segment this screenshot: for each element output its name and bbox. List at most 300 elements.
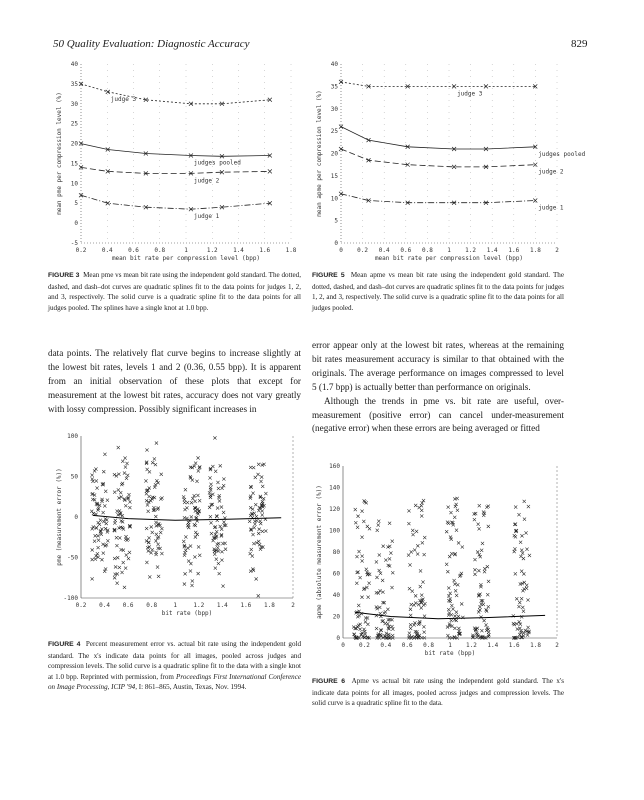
data-point bbox=[115, 536, 118, 539]
data-point bbox=[91, 558, 94, 561]
data-point bbox=[455, 529, 458, 532]
data-point bbox=[123, 586, 126, 589]
data-point bbox=[128, 500, 131, 503]
data-point bbox=[208, 506, 211, 509]
data-point bbox=[183, 554, 186, 557]
data-point bbox=[215, 558, 218, 561]
data-point bbox=[478, 527, 481, 530]
data-point bbox=[423, 615, 426, 618]
data-point bbox=[456, 497, 459, 500]
running-header: 50 Quality Evaluation: Diagnostic Accuracy bbox=[53, 38, 250, 50]
data-point bbox=[453, 583, 456, 586]
data-point bbox=[113, 576, 116, 579]
data-point bbox=[517, 605, 520, 608]
data-point bbox=[514, 572, 517, 575]
data-point bbox=[257, 463, 260, 466]
data-point bbox=[533, 198, 537, 202]
data-point bbox=[151, 461, 154, 464]
data-point bbox=[255, 577, 258, 580]
figure-5-caption bbox=[312, 270, 564, 313]
data-point bbox=[256, 473, 259, 476]
data-point bbox=[145, 561, 148, 564]
data-point bbox=[116, 582, 119, 585]
data-point bbox=[521, 552, 524, 555]
data-point bbox=[520, 534, 523, 537]
figure-6-label: FIGURE 6 bbox=[312, 678, 346, 685]
series-line bbox=[81, 195, 270, 209]
y-tick-label: 20 bbox=[70, 140, 78, 148]
data-point bbox=[420, 504, 423, 507]
figure-6-plot bbox=[313, 460, 563, 660]
data-point bbox=[375, 591, 378, 594]
data-point bbox=[189, 562, 192, 565]
x-tick-label: 0.6 bbox=[401, 642, 413, 649]
data-point bbox=[360, 510, 363, 513]
data-point bbox=[191, 579, 194, 582]
data-point bbox=[355, 582, 358, 585]
series-label: judge 1 bbox=[538, 204, 564, 212]
data-point bbox=[476, 550, 479, 553]
data-point bbox=[106, 201, 110, 205]
data-point bbox=[262, 497, 265, 500]
data-point bbox=[187, 559, 190, 562]
data-point bbox=[94, 467, 97, 470]
data-point bbox=[198, 499, 201, 502]
data-point bbox=[525, 584, 528, 587]
x-tick-label: 0.6 bbox=[128, 247, 139, 254]
data-point bbox=[362, 588, 365, 591]
data-point bbox=[414, 504, 417, 507]
data-point bbox=[184, 572, 187, 575]
data-point bbox=[114, 573, 117, 576]
data-point bbox=[115, 544, 118, 547]
data-point bbox=[482, 510, 485, 513]
data-point bbox=[209, 483, 212, 486]
data-point bbox=[155, 441, 158, 444]
data-point bbox=[93, 540, 96, 543]
data-point bbox=[249, 466, 252, 469]
data-point bbox=[254, 476, 257, 479]
data-point bbox=[151, 531, 154, 534]
data-point bbox=[213, 436, 216, 439]
data-point bbox=[452, 165, 456, 169]
data-point bbox=[354, 521, 357, 524]
data-point bbox=[423, 553, 426, 556]
data-point bbox=[102, 470, 105, 473]
series-label: judge 3 bbox=[457, 90, 483, 98]
data-point bbox=[477, 523, 480, 526]
data-point bbox=[450, 552, 453, 555]
data-point bbox=[128, 506, 131, 509]
data-point bbox=[409, 627, 412, 630]
data-point bbox=[97, 539, 100, 542]
data-point bbox=[217, 487, 220, 490]
data-point bbox=[216, 481, 219, 484]
y-tick-label: 25 bbox=[330, 128, 338, 136]
y-axis-label: mean pme per compression level (%) bbox=[56, 92, 63, 215]
data-point bbox=[407, 554, 410, 557]
data-point bbox=[124, 567, 127, 570]
data-point bbox=[98, 504, 101, 507]
data-point bbox=[250, 548, 253, 551]
x-tick-label: 1 bbox=[448, 642, 452, 649]
data-point bbox=[411, 533, 414, 536]
data-point bbox=[445, 563, 448, 566]
data-point bbox=[257, 594, 260, 597]
data-point bbox=[128, 551, 131, 554]
data-point bbox=[477, 610, 480, 613]
data-point bbox=[153, 457, 156, 460]
data-point bbox=[105, 522, 108, 525]
data-point bbox=[454, 589, 457, 592]
data-point bbox=[352, 633, 355, 636]
data-point bbox=[527, 505, 530, 508]
figure-5-caption-text: Mean apme vs mean bit rate using the independent gold standard. The dotted, dashed, and dash–dot curves are quadratic splines fit to the data points for judges 1, 2, and 3, respectively. The solid curve is a quadratic spline fit to the data points for all judges pooled. bbox=[312, 271, 564, 312]
x-tick-label: 0.8 bbox=[154, 247, 166, 254]
data-point bbox=[453, 497, 456, 500]
data-point bbox=[407, 522, 410, 525]
data-point bbox=[391, 627, 394, 630]
data-point bbox=[453, 627, 456, 630]
data-point bbox=[249, 506, 252, 509]
data-point bbox=[522, 610, 525, 613]
y-tick-label: 5 bbox=[74, 200, 78, 208]
data-point bbox=[487, 580, 490, 583]
data-point bbox=[519, 555, 522, 558]
body-text-left: data points. The relatively flat curve begins to increase slightly at the lowest bit rates, levels 1 and 2 (0.36, 0.55 bpp). It is apparent from an initial observation of these plots that except for measurement at the lowest bit rates, accuracy does not vary greatly with lossy compression. Possibly significant increases in bbox=[48, 348, 301, 414]
data-point bbox=[189, 544, 192, 547]
data-point bbox=[514, 505, 517, 508]
data-point bbox=[421, 541, 424, 544]
data-point bbox=[414, 594, 417, 597]
x-tick-label: 1 bbox=[184, 247, 188, 254]
data-point bbox=[182, 540, 185, 543]
data-point bbox=[149, 551, 152, 554]
data-point bbox=[520, 631, 523, 634]
figure-5-label: FIGURE 5 bbox=[312, 272, 345, 279]
x-tick-label: 1.2 bbox=[465, 247, 477, 254]
data-point bbox=[375, 627, 378, 630]
page-number: 829 bbox=[571, 38, 588, 50]
y-tick-label: 15 bbox=[70, 160, 78, 168]
data-point bbox=[121, 520, 124, 523]
data-point bbox=[419, 585, 422, 588]
data-point bbox=[91, 577, 94, 580]
data-point bbox=[260, 475, 263, 478]
figure-4-chart bbox=[53, 430, 303, 630]
data-point bbox=[114, 565, 117, 568]
data-point bbox=[94, 557, 97, 560]
data-point bbox=[513, 550, 516, 553]
data-point bbox=[453, 615, 456, 618]
data-point bbox=[197, 545, 200, 548]
data-point bbox=[390, 586, 393, 589]
data-point bbox=[422, 625, 425, 628]
data-point bbox=[90, 510, 93, 513]
data-point bbox=[411, 590, 414, 593]
data-point bbox=[104, 490, 107, 493]
data-point bbox=[145, 448, 148, 451]
data-point bbox=[460, 602, 463, 605]
data-point bbox=[120, 483, 123, 486]
figure-4-caption-text: Percent measurement error vs. actual bit rate using the independent gold standard. The x's indicate data points for all images, pooled across judges and compression levels. The solid curve is a quadratic spline fit to the data with a single knot at 1.0 bpp. Reprinted with permission, from bbox=[48, 640, 302, 681]
data-point bbox=[209, 488, 212, 491]
data-point bbox=[193, 523, 196, 526]
data-point bbox=[447, 586, 450, 589]
data-point bbox=[368, 527, 371, 530]
data-point bbox=[92, 512, 95, 515]
y-tick-label: 0 bbox=[74, 220, 78, 228]
data-point bbox=[113, 557, 116, 560]
series-label: judge 2 bbox=[193, 177, 220, 185]
data-point bbox=[196, 456, 199, 459]
data-point bbox=[484, 623, 487, 626]
data-point bbox=[198, 554, 201, 557]
data-point bbox=[123, 499, 126, 502]
data-point bbox=[418, 506, 421, 509]
data-point bbox=[220, 550, 223, 553]
data-point bbox=[478, 593, 481, 596]
data-point bbox=[190, 501, 193, 504]
data-point bbox=[105, 518, 108, 521]
body-para-1: error appear only at the lowest bit rates, whereas at the remaining bit rates measurement accuracy is similar to that obtained with the originals. The average performance on images compressed to level 5 (1.7 bpp) is actually better than performance on originals. bbox=[312, 340, 564, 392]
data-point bbox=[377, 523, 380, 526]
x-tick-label: 1.4 bbox=[487, 642, 499, 649]
data-point bbox=[414, 601, 417, 604]
x-tick-label: 0.8 bbox=[421, 247, 433, 254]
data-point bbox=[473, 518, 476, 521]
data-point bbox=[251, 508, 254, 511]
x-tick-label: 0.4 bbox=[378, 247, 390, 254]
data-point bbox=[258, 528, 261, 531]
data-point bbox=[449, 511, 452, 514]
x-tick-label: 2 bbox=[291, 602, 295, 609]
data-point bbox=[420, 594, 423, 597]
data-point bbox=[127, 537, 130, 540]
data-point bbox=[377, 520, 380, 523]
data-point bbox=[190, 515, 193, 518]
series-label: judge 1 bbox=[193, 213, 220, 221]
series-line bbox=[341, 194, 535, 203]
data-point bbox=[150, 525, 153, 528]
y-tick-label: 35 bbox=[70, 80, 78, 88]
data-point bbox=[209, 496, 212, 499]
x-tick-label: 0.8 bbox=[146, 602, 158, 609]
data-point bbox=[252, 569, 255, 572]
x-tick-label: 1.6 bbox=[508, 247, 520, 254]
x-tick-label: 1.2 bbox=[193, 602, 205, 609]
data-point bbox=[184, 549, 187, 552]
figure-4-caption bbox=[48, 639, 301, 693]
x-tick-label: 0.8 bbox=[423, 642, 435, 649]
data-point bbox=[478, 608, 481, 611]
data-point bbox=[257, 532, 260, 535]
data-point bbox=[410, 603, 413, 606]
data-point bbox=[195, 480, 198, 483]
x-tick-label: 0 bbox=[339, 247, 343, 254]
data-point bbox=[185, 506, 188, 509]
data-point bbox=[103, 453, 106, 456]
x-tick-label: 1.6 bbox=[508, 642, 520, 649]
data-point bbox=[486, 565, 489, 568]
x-tick-label: 1 bbox=[447, 247, 451, 254]
data-point bbox=[197, 469, 200, 472]
data-point bbox=[103, 504, 106, 507]
data-point bbox=[388, 522, 391, 525]
y-tick-label: 0 bbox=[74, 514, 78, 521]
figure-3-plot bbox=[53, 58, 298, 263]
x-tick-label: 0.4 bbox=[380, 642, 392, 649]
data-point bbox=[408, 632, 411, 635]
data-point bbox=[420, 514, 423, 517]
y-tick-label: 10 bbox=[330, 195, 338, 203]
data-point bbox=[95, 526, 98, 529]
data-point bbox=[381, 579, 384, 582]
data-point bbox=[479, 583, 482, 586]
data-point bbox=[478, 605, 481, 608]
data-point bbox=[187, 521, 190, 524]
y-tick-label: 25 bbox=[70, 120, 78, 128]
data-point bbox=[251, 554, 254, 557]
figure-3-caption bbox=[48, 270, 301, 313]
data-point bbox=[417, 623, 420, 626]
x-tick-label: 0.2 bbox=[75, 247, 87, 254]
y-tick-label: 5 bbox=[334, 217, 338, 225]
y-tick-label: 40 bbox=[330, 61, 338, 68]
data-point bbox=[158, 547, 161, 550]
x-tick-label: 1.8 bbox=[264, 602, 275, 609]
y-tick-label: 60 bbox=[332, 570, 340, 578]
data-point bbox=[461, 545, 464, 548]
data-point bbox=[159, 531, 162, 534]
data-point bbox=[93, 469, 96, 472]
data-point bbox=[528, 554, 531, 557]
x-tick-label: 1.4 bbox=[486, 247, 498, 254]
data-point bbox=[268, 169, 272, 173]
data-point bbox=[113, 473, 116, 476]
figure-6-caption-text: Apme vs actual bit rate using the independent gold standard. The x's indicate data points for all images, pooled across judges and compression levels. The solid curve is a quadratic spline fit to the data. bbox=[312, 677, 564, 708]
y-tick-label: 100 bbox=[329, 527, 340, 535]
data-point bbox=[148, 470, 151, 473]
y-axis-label: mean apme per compression level (%) bbox=[316, 90, 323, 217]
data-point bbox=[115, 474, 118, 477]
data-point bbox=[486, 626, 489, 629]
data-point bbox=[410, 550, 413, 553]
data-point bbox=[95, 486, 98, 489]
data-point bbox=[264, 529, 267, 532]
data-point bbox=[151, 548, 154, 551]
x-axis-label: mean bit rate per compression level (bpp) bbox=[374, 255, 524, 262]
data-point bbox=[186, 501, 189, 504]
data-point bbox=[123, 497, 126, 500]
data-point bbox=[209, 515, 212, 518]
data-point bbox=[408, 563, 411, 566]
data-point bbox=[220, 505, 223, 508]
data-point bbox=[118, 536, 121, 539]
data-point bbox=[100, 533, 103, 536]
data-point bbox=[209, 521, 212, 524]
data-point bbox=[386, 608, 389, 611]
figure-3-caption-text: Mean pme vs mean bit rate using the independent gold standard. The dotted, dashed, and dash–dot curves are quadratic splines fit to the data points for judges 1, 2, and 3, respectively. The solid curve is a quadratic spline fit to the data points for all judges pooled. The splines have a single knot at 1.0 bpp. bbox=[48, 271, 301, 312]
data-point bbox=[382, 545, 385, 548]
figure-4-plot bbox=[53, 430, 303, 630]
data-point bbox=[481, 542, 484, 545]
data-point bbox=[339, 147, 343, 151]
data-point bbox=[208, 491, 211, 494]
data-point bbox=[480, 549, 483, 552]
y-tick-label: 30 bbox=[70, 100, 78, 108]
data-point bbox=[95, 554, 98, 557]
y-tick-label: 35 bbox=[330, 83, 338, 91]
data-point bbox=[218, 499, 221, 502]
data-point bbox=[156, 508, 159, 511]
data-point bbox=[448, 555, 451, 558]
y-tick-label: 160 bbox=[329, 463, 340, 470]
data-point bbox=[360, 596, 363, 599]
data-point bbox=[456, 583, 459, 586]
data-point bbox=[251, 492, 254, 495]
figure-6-caption bbox=[312, 676, 564, 709]
series-label: judge 3 bbox=[110, 95, 137, 103]
data-point bbox=[356, 526, 359, 529]
data-point bbox=[411, 529, 414, 532]
data-point bbox=[354, 508, 357, 511]
data-point bbox=[157, 543, 160, 546]
data-point bbox=[407, 509, 410, 512]
data-point bbox=[120, 571, 123, 574]
series-label: judges pooled bbox=[538, 150, 586, 158]
figure-5-plot bbox=[313, 58, 586, 263]
data-point bbox=[121, 460, 124, 463]
data-point bbox=[519, 541, 522, 544]
data-point bbox=[214, 567, 217, 570]
data-point bbox=[210, 532, 213, 535]
data-point bbox=[98, 523, 101, 526]
x-tick-label: 1.8 bbox=[285, 247, 297, 254]
x-tick-label: 0.2 bbox=[358, 642, 370, 649]
data-point bbox=[183, 582, 186, 585]
data-point bbox=[378, 589, 381, 592]
data-point bbox=[261, 509, 264, 512]
data-point bbox=[157, 575, 160, 578]
data-point bbox=[221, 542, 224, 545]
y-tick-label: -100 bbox=[63, 595, 78, 602]
data-point bbox=[520, 549, 523, 552]
x-tick-label: 1.2 bbox=[206, 247, 218, 254]
data-point bbox=[409, 623, 412, 626]
data-point bbox=[154, 521, 157, 524]
data-point bbox=[160, 473, 163, 476]
data-point bbox=[93, 493, 96, 496]
data-point bbox=[527, 626, 530, 629]
data-point bbox=[91, 548, 94, 551]
data-point bbox=[378, 553, 381, 556]
data-point bbox=[99, 519, 102, 522]
x-tick-label: 1.4 bbox=[216, 602, 228, 609]
data-point bbox=[216, 506, 219, 509]
data-point bbox=[523, 587, 526, 590]
data-point bbox=[252, 542, 255, 545]
x-tick-label: 1.2 bbox=[465, 642, 477, 649]
data-point bbox=[516, 627, 519, 630]
data-point bbox=[146, 503, 149, 506]
data-point bbox=[391, 571, 394, 574]
data-point bbox=[388, 557, 391, 560]
data-point bbox=[194, 531, 197, 534]
data-point bbox=[259, 520, 262, 523]
data-point bbox=[419, 569, 422, 572]
data-point bbox=[457, 541, 460, 544]
